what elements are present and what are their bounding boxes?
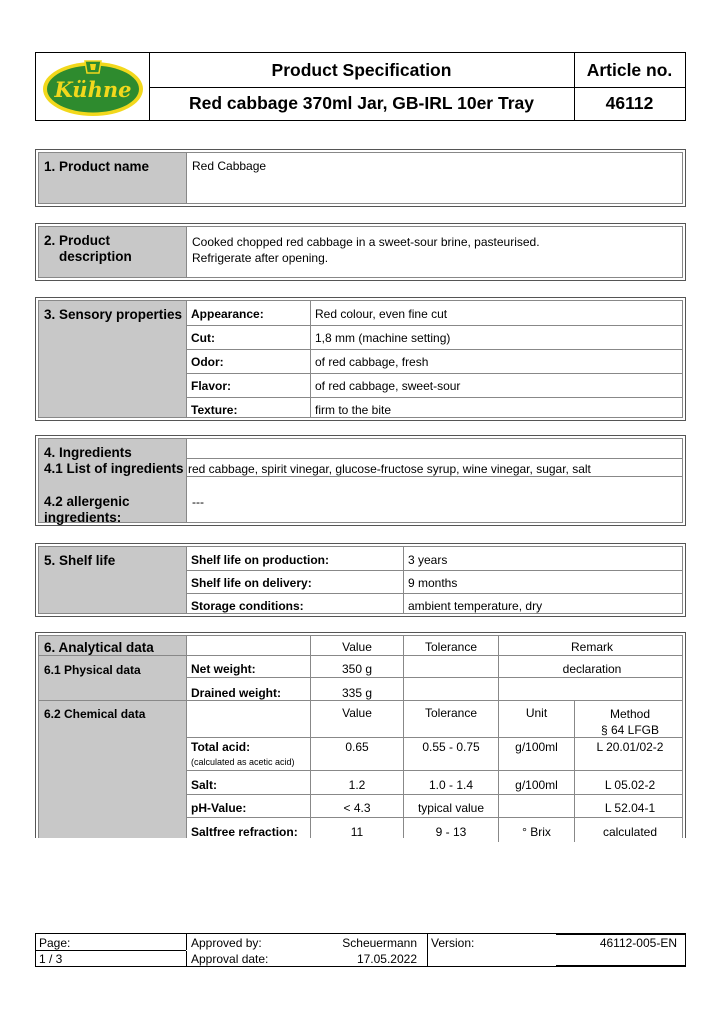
chem-method: L 20.01/02-2	[596, 740, 664, 754]
chem-tolerance: typical value	[417, 801, 485, 815]
section-ingredients	[35, 435, 686, 526]
section-label: 3. Sensory properties	[39, 301, 187, 417]
sensory-key: Flavor:	[191, 379, 232, 393]
shelf-life-key: Shelf life on delivery:	[191, 576, 312, 590]
column-header-remark: Remark	[570, 640, 613, 654]
section-label: 1. Product name	[39, 153, 187, 203]
chem-value: 11	[350, 825, 364, 839]
sensory-value: 1,8 mm (machine setting)	[315, 331, 451, 345]
chem-tolerance: 1.0 - 1.4	[428, 778, 474, 792]
chem-key: Salt:	[191, 778, 218, 792]
article-number: 46112	[605, 93, 654, 113]
section-product-description	[35, 223, 686, 281]
document-footer	[35, 933, 686, 967]
sensory-value: Red colour, even fine cut	[315, 307, 448, 321]
section-label: 5. Shelf life	[39, 547, 187, 613]
chem-method: L 05.02-2	[604, 778, 656, 792]
section-sensory-properties	[35, 297, 686, 421]
chem-header-method: Method § 64 LFGB	[600, 707, 660, 737]
shelf-life-key: Shelf life on production:	[191, 553, 329, 567]
physical-data-label: 6.1 Physical data	[44, 663, 141, 677]
chem-key: Saltfree refraction:	[191, 825, 298, 839]
version-label: Version:	[431, 936, 475, 950]
sensory-key: Texture:	[191, 403, 238, 417]
chem-unit: g/100ml	[515, 778, 558, 792]
approval-date-label: Approval date:	[191, 952, 269, 966]
section-product-name	[35, 149, 686, 207]
svg-text:Kühne: Kühne	[54, 77, 132, 102]
chem-value: 0.65	[345, 740, 369, 754]
allergen-label: 4.2 allergenic ingredients:	[44, 494, 130, 525]
approval-date-value: 17.05.2022	[356, 952, 417, 966]
sensory-key: Cut:	[191, 331, 215, 345]
sensory-value: of red cabbage, fresh	[315, 355, 429, 369]
version-value: 46112-005-EN	[599, 936, 677, 950]
shelf-life-key: Storage conditions:	[191, 599, 304, 613]
chem-header-value: Value	[342, 706, 372, 720]
chem-key: pH-Value:	[191, 801, 247, 815]
section-label: 2. Product description	[39, 227, 187, 277]
chem-tolerance: 0.55 - 0.75	[422, 740, 480, 754]
section-label: 6. Analytical data 6.1 Physical data 6.2 Chemical data	[39, 636, 187, 838]
net-weight-value: 350 g	[341, 662, 373, 676]
product-name-value: Red Cabbage	[192, 159, 267, 173]
sensory-key: Odor:	[191, 355, 224, 369]
allergen-value: ---	[192, 495, 204, 509]
shelf-life-value: 3 years	[408, 553, 448, 567]
column-header-value: Value	[342, 640, 372, 654]
net-weight-remark: declaration	[562, 662, 622, 676]
product-description-value: Cooked chopped red cabbage in a sweet-sour brine, pasteurised. Refrigerate after opening.	[192, 235, 540, 265]
drained-weight-value: 335 g	[341, 686, 373, 700]
section-analytical-data	[35, 632, 686, 838]
chem-tolerance: 9 - 13	[435, 825, 467, 839]
document-header	[35, 52, 686, 121]
column-header-tolerance: Tolerance	[424, 640, 478, 654]
page-label: Page:	[39, 936, 71, 950]
chem-value: < 4.3	[343, 801, 371, 815]
chem-note: (calculated as acetic acid)	[191, 757, 295, 767]
chemical-data-label: 6.2 Chemical data	[44, 707, 146, 721]
sensory-value: firm to the bite	[315, 403, 392, 417]
chem-method: calculated	[602, 825, 658, 839]
ingredient-list-value: red cabbage, spirit vinegar, glucose-fructose syrup, wine vinegar, sugar, salt	[188, 462, 591, 476]
chem-key: Total acid:	[191, 740, 251, 754]
article-label: Article no.	[574, 53, 685, 88]
approved-by-value: Scheuermann	[342, 936, 417, 950]
page-value: 1 / 3	[39, 952, 63, 966]
approved-by-label: Approved by:	[191, 936, 262, 950]
section-label: 4. Ingredients 4.1 List of ingredients 4.2 allergenic ingredients:	[39, 439, 187, 522]
sensory-key: Appearance:	[191, 307, 264, 321]
chem-header-tolerance: Tolerance	[424, 706, 478, 720]
shelf-life-value: 9 months	[408, 576, 458, 590]
chem-unit: g/100ml	[515, 740, 558, 754]
chem-method: L 52.04-1	[604, 801, 656, 815]
sensory-value: of red cabbage, sweet-sour	[315, 379, 461, 393]
net-weight-key: Net weight:	[191, 662, 256, 676]
chem-header-unit: Unit	[525, 706, 548, 720]
section-shelf-life	[35, 543, 686, 617]
shelf-life-value: ambient temperature, dry	[408, 599, 543, 613]
ingredient-list-label: 4.1 List of ingredients	[44, 461, 184, 476]
kuehne-logo	[36, 53, 149, 120]
chem-value: 1.2	[348, 778, 366, 792]
product-subtitle: Red cabbage 370ml Jar, GB-IRL 10er Tray	[189, 93, 534, 113]
logo-cell	[36, 53, 150, 120]
document-title: Product Specification	[149, 53, 574, 88]
chem-unit: ° Brix	[522, 825, 551, 839]
drained-weight-key: Drained weight:	[191, 686, 282, 700]
